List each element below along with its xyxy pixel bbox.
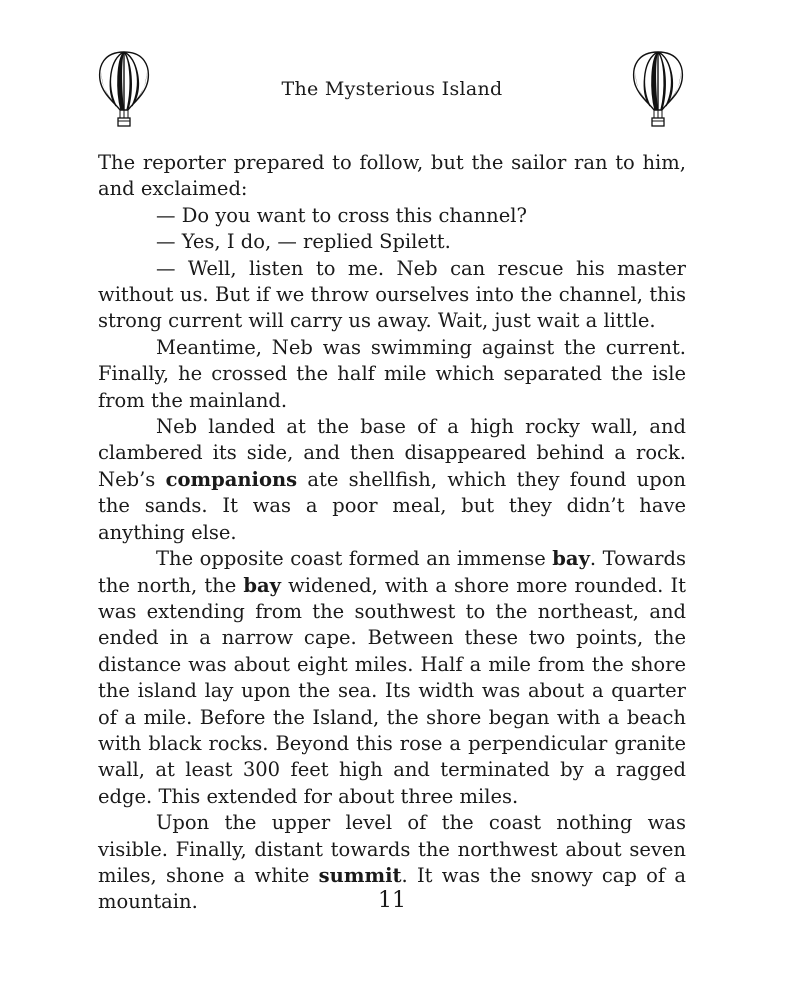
body-paragraph <box>98 203 686 229</box>
bold-term: bay <box>552 547 590 571</box>
text-run: . Towards the north, the <box>98 547 686 597</box>
text-run: — Well, listen to me. Neb can rescue his master without us. But if we throw ourselves into the channel, this strong current will carry us away. Wait, just wait a little. <box>98 256 686 333</box>
text-run: . It was the snowy cap of a mountain. <box>98 863 686 914</box>
running-header-title: The Mysterious Island <box>281 78 503 100</box>
text-run: ate shellfish, which they found upon the sands. It was a poor meal, but they didn’t have anything else. <box>98 467 686 544</box>
text-run: — Yes, I do, — replied Spilett. <box>156 230 451 254</box>
text-run: The reporter prepared to follow, but the sailor ran to him, and exclaimed: <box>98 151 686 201</box>
text-run: widened, with a shore more rounded. It was extending from the southwest to the northeast, and ended in a narrow cape. Between these two points, the distance was about eight miles. Half a mile from the shore the island lay upon the sea. Its width was about a quarter of a mile. Before the Island, the shore began with a beach with black rocks. Beyond this rose a perpendicular granite wall, at least 300 feet high and terminated by a ragged edge. This extended for about three miles. <box>98 573 686 808</box>
body-paragraph <box>98 256 686 335</box>
page-number: 11 <box>378 888 406 913</box>
text-run: Neb landed at the base of a high rocky wall, and clambered its side, and then disappeared behind a rock. Neb’s <box>98 415 686 491</box>
bold-term: bay <box>243 573 281 597</box>
body-paragraph <box>98 229 686 255</box>
bold-term: companions <box>165 467 298 491</box>
text-run: Upon the upper level of the coast nothing was visible. Finally, distant towards the northwest about seven miles, shone a white <box>98 811 686 887</box>
body-paragraph <box>98 414 686 546</box>
page-body-text <box>98 150 686 916</box>
text-run: The opposite coast formed an immense <box>156 547 553 571</box>
body-paragraph <box>98 335 686 414</box>
text-run: Meantime, Neb was swimming against the current. Finally, he crossed the half mile which separated the isle from the mainland. <box>98 335 686 412</box>
bold-term: summit <box>318 863 402 887</box>
body-paragraph <box>98 546 686 810</box>
text-run: — Do you want to cross this channel? <box>156 203 527 227</box>
body-paragraph <box>98 150 686 203</box>
